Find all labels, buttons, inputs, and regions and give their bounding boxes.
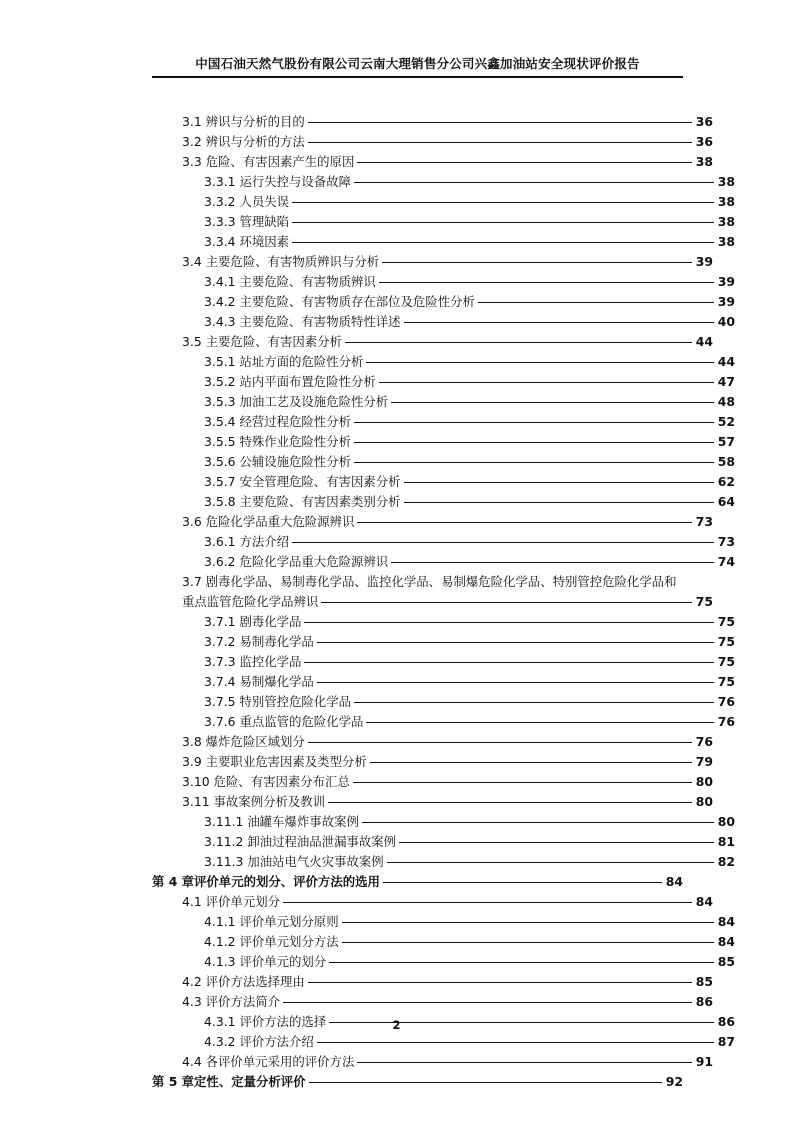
toc-leader-dots — [366, 362, 713, 363]
toc-entry-page-number: 44 — [717, 354, 735, 369]
toc-leader-dots — [308, 742, 692, 743]
toc-entry-label: 3.1 辨识与分析的目的 — [182, 114, 305, 129]
toc-leader-dots — [292, 242, 714, 243]
toc-entry-page-number: 39 — [717, 294, 735, 309]
toc-entry[interactable] — [152, 152, 713, 172]
toc-entry-page-number: 75 — [717, 674, 735, 689]
toc-leader-dots — [304, 662, 713, 663]
toc-leader-dots — [391, 562, 714, 563]
toc-entry-label: 3.7.3 监控化学品 — [204, 654, 302, 669]
toc-entry-page-number: 38 — [717, 214, 735, 229]
toc-entry[interactable] — [152, 552, 735, 572]
toc-leader-dots — [382, 262, 692, 263]
toc-entry-page-number: 36 — [695, 114, 713, 129]
toc-leader-dots — [292, 202, 714, 203]
toc-entry-label: 3.5.7 安全管理危险、有害因素分析 — [204, 474, 401, 489]
toc-entry-page-number: 76 — [717, 694, 735, 709]
toc-entry-label: 3.7.6 重点监管的危险化学品 — [204, 714, 364, 729]
toc-entry-label: 3.11.2 卸油过程油品泄漏事故案例 — [204, 834, 397, 849]
toc-leader-dots — [353, 782, 692, 783]
toc-entry-page-number: 75 — [695, 594, 713, 609]
toc-entry[interactable] — [152, 732, 713, 752]
toc-entry-label: 3.4 主要危险、有害物质辨识与分析 — [182, 254, 380, 269]
toc-leader-dots — [317, 642, 714, 643]
toc-entry-label: 3.2 辨识与分析的方法 — [182, 134, 305, 149]
toc-leader-dots — [308, 982, 692, 983]
toc-entry[interactable] — [152, 712, 735, 732]
toc-entry[interactable] — [152, 632, 735, 652]
toc-entry-label: 3.6 危险化学品重大危险源辨识 — [182, 514, 355, 529]
toc-entry-page-number: 87 — [717, 1034, 735, 1049]
toc-entry[interactable] — [152, 832, 735, 852]
toc-entry-page-number: 80 — [695, 794, 713, 809]
toc-entry-label: 3.5.2 站内平面布置危险性分析 — [204, 374, 376, 389]
toc-leader-dots — [399, 842, 714, 843]
toc-entry-page-number: 86 — [717, 1014, 735, 1029]
toc-entry[interactable] — [152, 652, 735, 672]
toc-entry-label: 3.4.2 主要危险、有害物质存在部位及危险性分析 — [204, 294, 475, 309]
toc-entry-page-number: 75 — [717, 614, 735, 629]
toc-entry[interactable] — [152, 372, 735, 392]
header-rule — [152, 76, 683, 78]
toc-entry-page-number: 39 — [717, 274, 735, 289]
toc-entry[interactable] — [152, 332, 713, 352]
toc-entry[interactable] — [152, 472, 735, 492]
toc-entry[interactable] — [152, 132, 713, 152]
toc-leader-dots — [309, 1082, 662, 1083]
toc-entry-page-number: 92 — [665, 1074, 683, 1089]
toc-entry-page-number: 79 — [695, 754, 713, 769]
toc-entry[interactable] — [152, 432, 735, 452]
toc-entry-label: 3.7 剧毒化学品、易制毒化学品、监控化学品、易制爆危险化学品、特别管控危险化学品和 — [182, 574, 677, 589]
toc-entry[interactable] — [152, 412, 735, 432]
toc-leader-dots — [478, 302, 714, 303]
toc-entry-label: 4.2 评价方法选择理由 — [182, 974, 305, 989]
toc-entry-page-number: 38 — [717, 174, 735, 189]
toc-entry-page-number: 75 — [717, 654, 735, 669]
toc-entry-label: 3.6.2 危险化学品重大危险源辨识 — [204, 554, 389, 569]
toc-entry[interactable] — [152, 852, 735, 872]
toc-leader-dots — [345, 342, 692, 343]
toc-leader-dots — [354, 422, 714, 423]
toc-entry-page-number: 64 — [717, 494, 735, 509]
toc-entry-page-number: 75 — [717, 634, 735, 649]
toc-leader-dots — [304, 622, 713, 623]
toc-entry-label: 3.9 主要职业危害因素及类型分析 — [182, 754, 367, 769]
toc-leader-dots — [308, 142, 692, 143]
toc-entry[interactable] — [152, 872, 683, 892]
toc-entry-wrap-line[interactable] — [152, 572, 713, 592]
toc-entry[interactable] — [152, 212, 735, 232]
toc-entry-page-number: 84 — [717, 914, 735, 929]
toc-entry[interactable] — [152, 352, 735, 372]
toc-leader-dots — [317, 1042, 714, 1043]
toc-entry-page-number: 40 — [717, 314, 735, 329]
toc-entry-label: 3.3.4 环境因素 — [204, 234, 290, 249]
running-header — [152, 56, 683, 78]
toc-leader-dots — [354, 442, 714, 443]
toc-entry-page-number: 52 — [717, 414, 735, 429]
toc-entry-page-number: 80 — [717, 814, 735, 829]
toc-leader-dots — [366, 722, 713, 723]
toc-entry-page-number: 47 — [717, 374, 735, 389]
toc-leader-dots — [329, 962, 714, 963]
toc-entry-page-number: 76 — [717, 714, 735, 729]
toc-entry-label: 3.7.2 易制毒化学品 — [204, 634, 314, 649]
toc-entry-label: 3.5 主要危险、有害因素分析 — [182, 334, 342, 349]
report-title: 中国石油天然气股份有限公司云南大理销售分公司兴鑫加油站安全现状评价报告 — [195, 56, 640, 71]
toc-leader-dots — [370, 762, 692, 763]
toc-entry-page-number: 84 — [665, 874, 683, 889]
toc-entry-page-number: 73 — [695, 514, 713, 529]
toc-entry-label: 第 4 章评价单元的划分、评价方法的选用 — [152, 874, 380, 889]
toc-entry[interactable] — [152, 232, 735, 252]
table-of-contents — [152, 112, 735, 1092]
toc-entry[interactable] — [152, 592, 713, 612]
toc-entry-page-number: 84 — [695, 894, 713, 909]
toc-entry-page-number: 85 — [717, 954, 735, 969]
toc-leader-dots — [357, 1062, 691, 1063]
toc-entry[interactable] — [152, 792, 713, 812]
toc-leader-dots — [391, 402, 714, 403]
page-number-footer: 2 — [392, 1018, 401, 1032]
toc-entry[interactable] — [152, 112, 713, 132]
toc-entry-label: 第 5 章定性、定量分析评价 — [152, 1074, 306, 1089]
toc-leader-dots — [383, 882, 662, 883]
toc-leader-dots — [354, 182, 714, 183]
toc-entry-label: 3.7.1 剧毒化学品 — [204, 614, 302, 629]
toc-entry-label: 3.4.1 主要危险、有害物质辨识 — [204, 274, 376, 289]
toc-entry-label: 4.1 评价单元划分 — [182, 894, 280, 909]
toc-leader-dots — [342, 942, 714, 943]
toc-entry-page-number: 85 — [695, 974, 713, 989]
toc-entry[interactable] — [152, 1072, 683, 1092]
toc-leader-dots — [317, 682, 714, 683]
toc-entry-page-number: 74 — [717, 554, 735, 569]
toc-entry-page-number: 82 — [717, 854, 735, 869]
toc-entry[interactable] — [152, 1032, 735, 1052]
toc-entry[interactable] — [152, 392, 735, 412]
toc-entry[interactable] — [152, 172, 735, 192]
toc-entry-label: 4.1.1 评价单元划分原则 — [204, 914, 339, 929]
toc-entry-label: 3.3.2 人员失误 — [204, 194, 290, 209]
toc-entry-label: 3.11.3 加油站电气火灾事故案例 — [204, 854, 384, 869]
toc-entry[interactable] — [152, 612, 735, 632]
toc-entry-label: 3.4.3 主要危险、有害物质特性详述 — [204, 314, 401, 329]
toc-entry-label: 3.3.1 运行失控与设备故障 — [204, 174, 351, 189]
toc-entry-label: 4.3 评价方法简介 — [182, 994, 280, 1009]
toc-entry[interactable] — [152, 292, 735, 312]
toc-entry[interactable] — [152, 752, 713, 772]
toc-entry-label: 3.8 爆炸危险区域划分 — [182, 734, 305, 749]
toc-entry-label: 3.7.4 易制爆化学品 — [204, 674, 314, 689]
toc-entry-label: 3.11.1 油罐车爆炸事故案例 — [204, 814, 359, 829]
toc-entry-label: 3.3.3 管理缺陷 — [204, 214, 290, 229]
toc-leader-dots — [362, 822, 714, 823]
toc-entry-page-number: 38 — [717, 194, 735, 209]
toc-leader-dots — [354, 462, 714, 463]
toc-entry[interactable] — [152, 1052, 713, 1072]
toc-leader-dots — [308, 122, 692, 123]
toc-entry-label: 3.5.6 公辅设施危险性分析 — [204, 454, 351, 469]
toc-entry-label: 4.4 各评价单元采用的评价方法 — [182, 1054, 355, 1069]
toc-entry[interactable] — [152, 532, 735, 552]
toc-entry-page-number: 39 — [695, 254, 713, 269]
toc-entry-label: 4.1.2 评价单元划分方法 — [204, 934, 339, 949]
toc-entry-page-number: 91 — [695, 1054, 713, 1069]
toc-entry[interactable] — [152, 812, 735, 832]
toc-entry[interactable] — [152, 892, 713, 912]
toc-leader-dots — [283, 902, 692, 903]
toc-entry[interactable] — [152, 192, 735, 212]
toc-entry[interactable] — [152, 692, 735, 712]
toc-entry-label: 4.1.3 评价单元的划分 — [204, 954, 327, 969]
toc-entry-page-number: 84 — [717, 934, 735, 949]
toc-entry-page-number: 73 — [717, 534, 735, 549]
toc-entry[interactable] — [152, 512, 713, 532]
toc-leader-dots — [292, 542, 714, 543]
toc-leader-dots — [404, 502, 714, 503]
toc-entry-page-number: 44 — [695, 334, 713, 349]
toc-entry-label: 4.3.1 评价方法的选择 — [204, 1014, 327, 1029]
toc-entry-page-number: 36 — [695, 134, 713, 149]
toc-entry[interactable] — [152, 672, 735, 692]
toc-entry-label: 3.11 事故案例分析及教训 — [182, 794, 326, 809]
toc-entry[interactable] — [152, 952, 735, 972]
toc-leader-dots — [354, 702, 714, 703]
toc-entry[interactable] — [152, 252, 713, 272]
toc-leader-dots — [357, 162, 691, 163]
toc-leader-dots — [379, 282, 714, 283]
toc-leader-dots — [404, 482, 714, 483]
toc-leader-dots — [387, 862, 714, 863]
toc-entry-page-number: 86 — [695, 994, 713, 1009]
toc-entry-label: 3.10 危险、有害因素分布汇总 — [182, 774, 350, 789]
toc-entry[interactable] — [152, 972, 713, 992]
toc-entry[interactable] — [152, 272, 735, 292]
toc-leader-dots — [321, 602, 691, 603]
toc-entry-label: 3.5.1 站址方面的危险性分析 — [204, 354, 364, 369]
toc-entry-page-number: 38 — [695, 154, 713, 169]
toc-entry[interactable] — [152, 312, 735, 332]
toc-entry-label: 3.5.3 加油工艺及设施危险性分析 — [204, 394, 389, 409]
toc-entry-page-number: 58 — [717, 454, 735, 469]
toc-leader-dots — [379, 382, 714, 383]
toc-entry-page-number: 81 — [717, 834, 735, 849]
toc-leader-dots — [357, 522, 691, 523]
toc-entry-page-number: 62 — [717, 474, 735, 489]
toc-entry-label: 3.5.5 特殊作业危险性分析 — [204, 434, 351, 449]
toc-leader-dots — [292, 222, 714, 223]
toc-entry[interactable] — [152, 452, 735, 472]
toc-entry[interactable] — [152, 492, 735, 512]
toc-entry-page-number: 80 — [695, 774, 713, 789]
toc-entry[interactable] — [152, 992, 713, 1012]
toc-entry-page-number: 57 — [717, 434, 735, 449]
toc-entry-page-number: 38 — [717, 234, 735, 249]
toc-leader-dots — [404, 322, 714, 323]
toc-entry-label: 3.6.1 方法介绍 — [204, 534, 290, 549]
toc-leader-dots — [328, 802, 692, 803]
toc-entry[interactable] — [152, 912, 735, 932]
toc-entry[interactable] — [152, 932, 735, 952]
toc-entry-label: 重点监管危险化学品辨识 — [182, 594, 319, 609]
toc-leader-dots — [283, 1002, 692, 1003]
toc-entry-label: 3.5.4 经营过程危险性分析 — [204, 414, 351, 429]
toc-entry-label: 3.3 危险、有害因素产生的原因 — [182, 154, 355, 169]
toc-entry-label: 4.3.2 评价方法介绍 — [204, 1034, 314, 1049]
toc-entry-page-number: 76 — [695, 734, 713, 749]
toc-entry[interactable] — [152, 772, 713, 792]
toc-leader-dots — [342, 922, 714, 923]
toc-entry-label: 3.7.5 特别管控危险化学品 — [204, 694, 351, 709]
toc-entry-label: 3.5.8 主要危险、有害因素类别分析 — [204, 494, 401, 509]
toc-entry-page-number: 48 — [717, 394, 735, 409]
